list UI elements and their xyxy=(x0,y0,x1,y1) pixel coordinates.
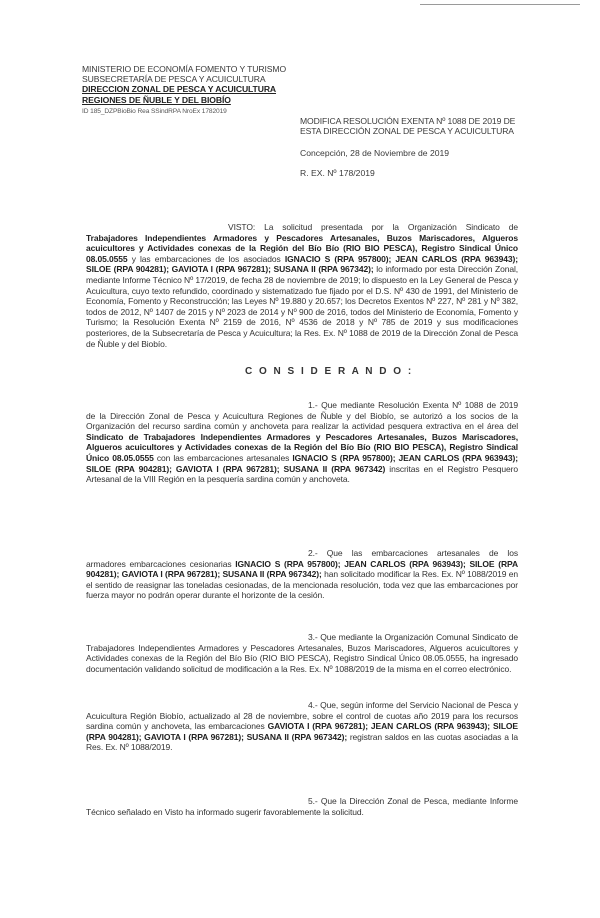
letterhead-subsecretaria: SUBSECRETARÍA DE PESCA Y ACUICULTURA xyxy=(82,74,266,85)
resolution-title: MODIFICA RESOLUCIÓN EXENTA Nº 1088 DE 2019 DE ESTA DIRECCIÓN ZONAL DE PESCA Y ACUICULTURA xyxy=(300,116,516,137)
considerando-5 xyxy=(86,796,518,817)
considerando-2-tail: han solicitado modificar la Res. Ex. Nº 1088/2019 en el sentido de reasignar las toneladas cesionadas, de la mencionada resolución, toda vez que las embarcaciones por fuerza mayor no podrán operar durante el horizonte de la cesión. xyxy=(86,569,519,601)
considerando-4-tail: registran saldos en las cuotas asociadas a la Res. Ex. Nº 1088/2019. xyxy=(86,731,519,753)
considerando-heading: C O N S I D E R A N D O : xyxy=(245,366,414,377)
visto-organization: Trabajadores Independientes Armadores y Pescadores Artesanales, Buzos Mariscadores, Algueros acuicultores y Actividades conexas de la Región del Bío Bío (RIO BIO PESCA), Registro Sindical Único 08.05.0555 xyxy=(86,232,518,264)
considerando-1-mid: con las embarcaciones artesanales xyxy=(156,452,290,463)
letterhead-regiones: REGIONES DE ÑUBLE Y DEL BIOBÍO xyxy=(82,94,231,105)
considerando-1-tail: inscritas en el Registro Pesquero Artesanal de la VIII Región en la pesquería sardina común y anchoveta. xyxy=(86,463,518,485)
considerando-5-text: Técnico señalado en Visto ha informado sugerir favorablemente la solicitud. xyxy=(86,806,364,817)
considerando-2-boats: IGNACIO S (RPA 957800); JEAN CARLOS (RPA 963943); SILOE (RPA 904281); GAVIOTA I (RPA 967281); SUSANA II (RPA 967342); xyxy=(86,558,518,580)
considerando-3-lead: 3.- Que mediante la Organización Comunal Sindicato de xyxy=(308,632,518,642)
considerando-4 xyxy=(86,700,518,753)
resolution-date: Concepción, 28 de Noviembre de 2019 xyxy=(300,148,450,158)
letterhead-reference-id: ID 185_DZPBioBio Rea SSindRPA NroEx 1782019 xyxy=(82,107,227,115)
resolution-number: R. EX. Nº 178/2019 xyxy=(300,168,375,178)
visto-rest: lo informado por esta Dirección Zonal, mediante Informe Técnico Nº 17/2019, de fecha 28 de noviembre de 2019; lo dispuesto en la Ley General de Pesca y Acuicultura, cuyo texto refundido, coordinado y sistematizado fue fijado por el D.S. Nº 430 de 1991, del Ministerio de Economía, Fomento y Reconstrucción; las Leyes Nº 19.880 y 20.657; los Decretos Exentos Nº 227, Nº 281 y Nº 382, todos de 2012, Nº 1407 de 2015 y Nº 2023 de 2014 y Nº 900 de 2016, todos del Ministerio de Economía, Fomento y Turismo; la Resolución Exenta Nº 2159 de 2016, Nº 4536 de 2018 y Nº 785 de 2019 y sus modificaciones posteriores, de la Subsecretaría de Pesca y Acuicultura; la Res. Ex. Nº 1088 de 2019 de la Dirección Zonal de Pesca de Ñuble y del Biobío. xyxy=(86,264,519,349)
visto-boats: IGNACIO S (RPA 957800); JEAN CARLOS (RPA 963943); SILOE (RPA 904281); GAVIOTA I (RPA 967281); SUSANA II (RPA 967342); xyxy=(86,253,519,275)
considerando-2-text: embarcaciones cesionarias xyxy=(129,558,232,569)
visto-paragraph xyxy=(86,222,518,349)
considerando-2 xyxy=(86,548,518,601)
considerando-1-text: la Dirección Zonal de Pesca y Acuicultura Regiones de Ñuble y del Biobío, se autorizó a los socios de la Organización del recurso sardina común y anchoveta para realizar la actividad pesquera extractiva en el área del xyxy=(86,410,519,432)
letterhead xyxy=(82,64,312,117)
considerando-1 xyxy=(86,400,518,485)
considerando-3 xyxy=(86,632,518,674)
top-scan-line xyxy=(420,4,580,5)
considerando-3-text: Trabajadores Independientes Armadores y Pescadores Artesanales, Buzos Mariscadores, Algueros acuicultores y Actividades conexas de la Región del Bío Bío (RIO BIO PESCA), Registro Sindical Único 08.05.0555, ha ingresado documentación validando solicitud de modificación a la Res. Ex. Nº 1088/2019 de la misma en el correo electrónico. xyxy=(86,642,518,674)
visto-lead: VISTO: La solicitud presentada por la Organización Sindicato de xyxy=(228,222,518,232)
considerando-2-lead: 2.- Que las embarcaciones artesanales de los armadores xyxy=(86,548,518,569)
visto-mid: y las embarcaciones de los asociados xyxy=(131,253,281,264)
considerando-1-lead: 1.- Que mediante Resolución Exenta Nº 1088 de 2019 de xyxy=(86,400,518,421)
considerando-4-boats: GAVIOTA I (RPA 967281); JEAN CARLOS (RPA 963943); SILOE (RPA 904281); GAVIOTA I (RPA 967281); SUSANA II (RPA 967342); xyxy=(86,721,518,742)
considerando-1-boats: IGNACIO S (RPA 957800); JEAN CARLOS (RPA 963943); SILOE (RPA 904281); GAVIOTA I (RPA 967281); SUSANA II (RPA 967342) xyxy=(86,452,519,474)
considerando-4-text: Acuicultura Región Biobío, actualizado al 28 de noviembre, sobre el control de cuotas año 2019 para los recursos sardina común y anchoveta, las embarcaciones xyxy=(86,710,518,732)
considerando-1-organization: Sindicato de Trabajadores Independientes Armadores y Pescadores Artesanales, Buzos Mariscadores, Algueros acuicultores y Actividades conexas de la Región del Bío Bío (RIO BIO PESCA), Registro Sindical Único 08.05.0555 xyxy=(86,431,518,463)
considerando-4-lead: 4.- Que, según informe del Servicio Nacional de Pesca y xyxy=(308,700,518,710)
letterhead-ministry: MINISTERIO DE ECONOMÍA FOMENTO Y TURISMO xyxy=(82,64,287,74)
considerando-5-lead: 5.- Que la Dirección Zonal de Pesca, mediante Informe xyxy=(308,796,518,806)
letterhead-direccion: DIRECCION ZONAL DE PESCA Y ACUICULTURA xyxy=(82,84,277,95)
